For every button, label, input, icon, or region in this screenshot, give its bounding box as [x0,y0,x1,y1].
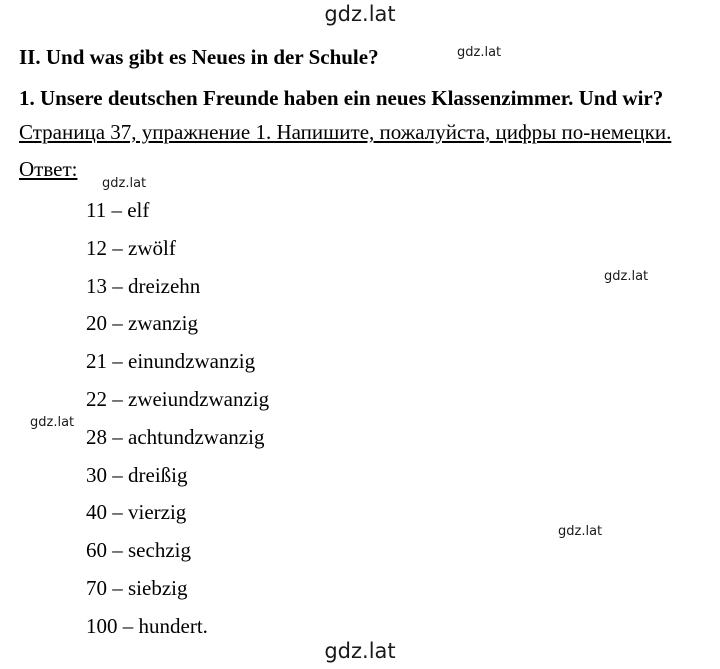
watermark-small: gdz.lat [30,415,75,430]
section-heading: II. Und was gibt es Neues in der Schule? [19,45,379,69]
list-item: 60 – sechzig [86,538,191,563]
list-item: 70 – siebzig [86,575,188,600]
exercise-heading: 1. Unsere deutschen Freunde haben ein neues Klassenzimmer. Und wir? [19,86,664,110]
list-item: 13 – dreizehn [86,273,201,298]
watermark-top: gdz.lat [324,2,396,26]
list-item: 21 – einundzwanzig [86,349,256,374]
list-item: 11 – elf [86,198,150,222]
list-item: 20 – zwanzig [86,311,198,336]
list-item: 22 – zweiundzwanzig [86,386,270,411]
list-item: 28 – achtundzwanzig [86,424,265,449]
list-item: 100 – hundert. [86,613,208,638]
watermark-small: gdz.lat [604,269,649,284]
list-item: 30 – dreißig [86,462,188,487]
watermark-bottom: gdz.lat [324,639,396,663]
list-item: 12 – zwölf [86,235,176,260]
list-item: 40 – vierzig [86,500,187,525]
watermark-small: gdz.lat [558,524,603,539]
answer-label: Ответ: [19,157,78,181]
watermark-small: gdz.lat [102,176,147,191]
answer-list [86,198,269,652]
watermark-small: gdz.lat [457,45,502,60]
task-line: Страница 37, упражнение 1. Напишите, пожалуйста, цифры по-немецки. [19,120,672,144]
